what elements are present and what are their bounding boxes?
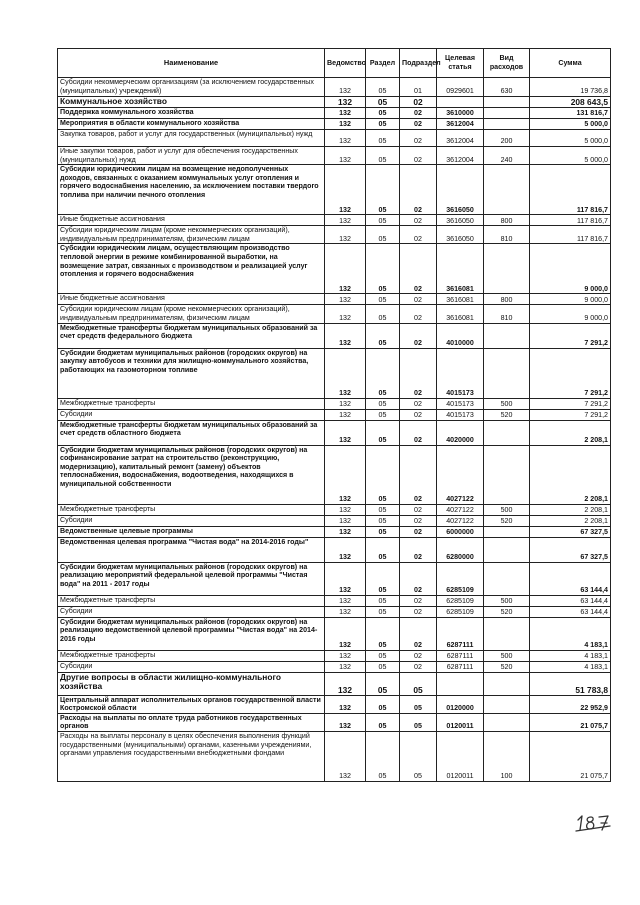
row-subsection: 02 [400,348,437,398]
row-target: 6287111 [437,650,484,661]
row-name: Коммунальное хозяйство [58,97,325,108]
row-ministry: 132 [325,108,366,119]
row-sum: 51 783,8 [530,672,611,695]
row-sum: 2 208,1 [530,504,611,515]
row-ministry: 132 [325,595,366,606]
table-row [58,119,611,130]
row-ministry: 132 [325,713,366,731]
row-target: 0929601 [437,78,484,97]
row-subsection: 02 [400,526,437,537]
row-subsection: 02 [400,606,437,617]
row-ministry: 132 [325,650,366,661]
row-section: 05 [366,130,400,147]
row-target: 4027122 [437,445,484,504]
row-subsection: 02 [400,409,437,420]
row-target: 6285109 [437,595,484,606]
row-subsection: 02 [400,595,437,606]
table-row [58,147,611,165]
row-section: 05 [366,244,400,294]
row-exptype [484,244,530,294]
row-name: Субсидии бюджетам муниципальных районов (городских округов) на закупку автобусов и техники для жилищно-коммунального хозяйства, работающих на газомоторном топливе [58,348,325,398]
row-section: 05 [366,108,400,119]
row-sum: 63 144,4 [530,606,611,617]
row-target: 6000000 [437,526,484,537]
table-row [58,226,611,244]
row-exptype [484,537,530,562]
row-ministry: 132 [325,695,366,713]
row-ministry: 132 [325,562,366,595]
budget-table [57,48,611,782]
table-row [58,731,611,781]
row-ministry: 132 [325,515,366,526]
row-name: Субсидии [58,606,325,617]
row-section: 05 [366,515,400,526]
row-section: 05 [366,409,400,420]
row-sum: 117 816,7 [530,165,611,215]
row-subsection: 05 [400,672,437,695]
row-section: 05 [366,562,400,595]
row-name: Межбюджетные трансферты бюджетам муниципальных образований за счет средств федерального бюджета [58,323,325,348]
row-sum: 7 291,2 [530,398,611,409]
row-sum: 5 000,0 [530,130,611,147]
table-row [58,562,611,595]
row-name: Иные бюджетные ассигнования [58,294,325,305]
row-section: 05 [366,147,400,165]
table-row [58,215,611,226]
row-ministry: 132 [325,305,366,323]
row-subsection: 02 [400,215,437,226]
row-ministry: 132 [325,323,366,348]
row-exptype [484,562,530,595]
row-subsection: 02 [400,305,437,323]
row-name: Мероприятия в области коммунального хозяйства [58,119,325,130]
row-sum: 117 816,7 [530,215,611,226]
table-row [58,305,611,323]
table-row [58,409,611,420]
row-exptype [484,526,530,537]
row-exptype [484,672,530,695]
row-exptype: 200 [484,130,530,147]
row-name: Субсидии бюджетам муниципальных районов (городских округов) на софинансирование затрат на строительство (реконструкцию, модернизацию), капитальный ремонт (замену) объектов теплоснабжения, водоснабжения, водоотведения, находящихся в муниципальной собственности [58,445,325,504]
table-row [58,695,611,713]
row-sum: 9 000,0 [530,244,611,294]
row-exptype: 500 [484,504,530,515]
row-exptype: 810 [484,305,530,323]
table-row [58,672,611,695]
row-exptype [484,323,530,348]
row-sum: 5 000,0 [530,147,611,165]
row-subsection: 02 [400,130,437,147]
row-name: Субсидии юридическим лицам (кроме некоммерческих организаций), индивидуальным предпринимателям, физическим лицам [58,305,325,323]
row-subsection: 02 [400,445,437,504]
row-exptype: 800 [484,215,530,226]
row-name: Ведомственная целевая программа "Чистая вода" на 2014-2016 годы" [58,537,325,562]
row-sum: 117 816,7 [530,226,611,244]
header-sum: Сумма [530,49,611,78]
table-row [58,537,611,562]
row-subsection: 02 [400,147,437,165]
row-target: 3616081 [437,244,484,294]
row-subsection: 02 [400,617,437,650]
table-row [58,526,611,537]
row-sum: 4 183,1 [530,650,611,661]
row-sum: 4 183,1 [530,661,611,672]
row-section: 05 [366,97,400,108]
row-section: 05 [366,526,400,537]
row-target: 6287111 [437,617,484,650]
row-name: Субсидии бюджетам муниципальных районов (городских округов) на реализацию ведомственной целевой программы "Чистая вода" на 2014-2016 годы [58,617,325,650]
row-subsection: 02 [400,562,437,595]
table-row [58,713,611,731]
row-target: 4020000 [437,420,484,445]
row-name: Межбюджетные трансферты [58,650,325,661]
row-ministry: 132 [325,731,366,781]
row-exptype [484,348,530,398]
row-ministry: 132 [325,398,366,409]
row-subsection: 02 [400,515,437,526]
row-ministry: 132 [325,409,366,420]
row-sum: 9 000,0 [530,305,611,323]
table-row [58,165,611,215]
row-target: 0120011 [437,731,484,781]
row-sum: 7 291,2 [530,348,611,398]
row-subsection: 02 [400,97,437,108]
row-ministry: 132 [325,78,366,97]
row-exptype: 520 [484,661,530,672]
row-target [437,97,484,108]
table-row [58,420,611,445]
row-name: Расходы на выплаты персоналу в целях обеспечения выполнения функций государственными (муниципальными) органами, казенными учреждениями, органами управления государственными внебюджетными фондами [58,731,325,781]
row-target: 4010000 [437,323,484,348]
row-exptype: 240 [484,147,530,165]
row-sum: 67 327,5 [530,537,611,562]
row-section: 05 [366,226,400,244]
row-target: 0120011 [437,713,484,731]
row-name: Расходы на выплаты по оплате труда работников государственных органов [58,713,325,731]
row-subsection: 02 [400,420,437,445]
row-target: 3616050 [437,226,484,244]
table-row [58,244,611,294]
row-name: Субсидии бюджетам муниципальных районов (городских округов) на реализацию мероприятий федеральной целевой программы "Чистая вода" на 2011 - 2017 годы [58,562,325,595]
row-target: 3616081 [437,305,484,323]
row-sum: 208 643,5 [530,97,611,108]
row-ministry: 132 [325,445,366,504]
row-sum: 21 075,7 [530,713,611,731]
row-sum: 63 144,4 [530,595,611,606]
row-subsection: 02 [400,537,437,562]
row-ministry: 132 [325,294,366,305]
row-section: 05 [366,215,400,226]
row-target: 3612004 [437,119,484,130]
row-target: 4015173 [437,398,484,409]
row-section: 05 [366,537,400,562]
row-ministry: 132 [325,130,366,147]
row-exptype [484,97,530,108]
row-exptype [484,165,530,215]
header-subsection: Подраздел [400,49,437,78]
row-section: 05 [366,420,400,445]
row-target: 4027122 [437,515,484,526]
table-row [58,97,611,108]
row-section: 05 [366,119,400,130]
table-row [58,661,611,672]
row-ministry: 132 [325,504,366,515]
table-row [58,398,611,409]
row-name: Межбюджетные трансферты бюджетам муниципальных образований за счет средств областного бюджета [58,420,325,445]
row-subsection: 02 [400,226,437,244]
header-name: Наименование [58,49,325,78]
row-subsection: 02 [400,661,437,672]
row-target: 4015173 [437,409,484,420]
row-subsection: 02 [400,294,437,305]
row-subsection: 02 [400,244,437,294]
row-exptype: 500 [484,398,530,409]
row-name: Поддержка коммунального хозяйства [58,108,325,119]
row-section: 05 [366,78,400,97]
row-exptype: 520 [484,409,530,420]
table-row [58,78,611,97]
row-section: 05 [366,294,400,305]
row-exptype [484,108,530,119]
row-subsection: 05 [400,731,437,781]
row-section: 05 [366,323,400,348]
row-sum: 21 075,7 [530,731,611,781]
row-sum: 2 208,1 [530,420,611,445]
row-target: 3616081 [437,294,484,305]
table-body [58,78,611,782]
row-ministry: 132 [325,97,366,108]
row-target: 0120000 [437,695,484,713]
row-ministry: 132 [325,348,366,398]
row-name: Закупка товаров, работ и услуг для государственных (муниципальных) нужд [58,130,325,147]
row-section: 05 [366,672,400,695]
row-exptype: 500 [484,650,530,661]
row-ministry: 132 [325,537,366,562]
row-exptype [484,445,530,504]
row-section: 05 [366,348,400,398]
header-ministry: Ведомство [325,49,366,78]
row-subsection: 05 [400,695,437,713]
row-sum: 5 000,0 [530,119,611,130]
row-section: 05 [366,695,400,713]
row-name: Центральный аппарат исполнительных органов государственной власти Костромской области [58,695,325,713]
row-exptype: 520 [484,606,530,617]
row-sum: 19 736,8 [530,78,611,97]
row-sum: 7 291,2 [530,323,611,348]
row-section: 05 [366,445,400,504]
row-sum: 2 208,1 [530,445,611,504]
table-row [58,294,611,305]
row-subsection: 05 [400,713,437,731]
row-name: Иные бюджетные ассигнования [58,215,325,226]
row-subsection: 02 [400,504,437,515]
row-section: 05 [366,398,400,409]
row-sum: 2 208,1 [530,515,611,526]
row-ministry: 132 [325,147,366,165]
row-section: 05 [366,661,400,672]
row-section: 05 [366,305,400,323]
row-name: Субсидии юридическим лицам на возмещение недополученных доходов, связанных с оказанием коммунальных услуг отопления и горячего водоснабжения населению, за исключением поставки твердого топлива при наличии печного отопления [58,165,325,215]
row-subsection: 02 [400,323,437,348]
table-row [58,595,611,606]
row-name: Другие вопросы в области жилищно-коммунального хозяйства [58,672,325,695]
row-target: 4027122 [437,504,484,515]
row-ministry: 132 [325,661,366,672]
row-target: 6285109 [437,606,484,617]
row-ministry: 132 [325,672,366,695]
row-exptype [484,119,530,130]
row-exptype: 630 [484,78,530,97]
row-ministry: 132 [325,244,366,294]
row-target: 4015173 [437,348,484,398]
row-ministry: 132 [325,606,366,617]
row-sum: 7 291,2 [530,409,611,420]
row-section: 05 [366,617,400,650]
handwritten-page-number [574,810,614,832]
row-ministry: 132 [325,420,366,445]
row-subsection: 02 [400,119,437,130]
row-name: Субсидии [58,661,325,672]
table-row [58,445,611,504]
row-exptype: 800 [484,294,530,305]
row-name: Субсидии юридическим лицам (кроме некоммерческих организаций), индивидуальным предпринимателям, физическим лицам [58,226,325,244]
row-subsection: 02 [400,108,437,119]
table-row [58,323,611,348]
table-row [58,617,611,650]
row-section: 05 [366,595,400,606]
table-header-row [58,49,611,78]
row-ministry: 132 [325,215,366,226]
table-row [58,504,611,515]
row-name: Субсидии [58,409,325,420]
table-row [58,515,611,526]
row-section: 05 [366,650,400,661]
row-section: 05 [366,504,400,515]
row-exptype: 100 [484,731,530,781]
row-ministry: 132 [325,119,366,130]
row-ministry: 132 [325,617,366,650]
row-subsection: 02 [400,165,437,215]
row-sum: 63 144,4 [530,562,611,595]
header-section: Раздел [366,49,400,78]
row-section: 05 [366,606,400,617]
row-exptype: 520 [484,515,530,526]
header-target: Целевая статья [437,49,484,78]
row-name: Ведомственные целевые программы [58,526,325,537]
row-ministry: 132 [325,165,366,215]
row-name: Субсидии некоммерческим организациям (за исключением государственных (муниципальных) учреждений) [58,78,325,97]
row-subsection: 01 [400,78,437,97]
row-target [437,672,484,695]
table-row [58,348,611,398]
row-ministry: 132 [325,226,366,244]
table-row [58,108,611,119]
row-subsection: 02 [400,650,437,661]
row-target: 3612004 [437,147,484,165]
row-target: 3612004 [437,130,484,147]
row-subsection: 02 [400,398,437,409]
header-exptype: Вид расходов [484,49,530,78]
table-row [58,650,611,661]
row-target: 3616050 [437,215,484,226]
table-row [58,130,611,147]
row-name: Межбюджетные трансферты [58,595,325,606]
row-target: 6280000 [437,537,484,562]
row-name: Субсидии юридическим лицам, осуществляющим производство тепловой энергии в режиме комбинированной выработки, на возмещение затрат, связанных с производством и реализацией услуг отопления и горячего водоснабжения [58,244,325,294]
row-name: Иные закупки товаров, работ и услуг для обеспечения государственных (муниципальных) нужд [58,147,325,165]
row-sum: 4 183,1 [530,617,611,650]
row-exptype [484,617,530,650]
row-exptype [484,695,530,713]
row-exptype [484,713,530,731]
row-ministry: 132 [325,526,366,537]
row-name: Межбюджетные трансферты [58,504,325,515]
row-target: 3610000 [437,108,484,119]
row-section: 05 [366,713,400,731]
row-exptype: 500 [484,595,530,606]
row-section: 05 [366,731,400,781]
row-sum: 131 816,7 [530,108,611,119]
row-target: 6287111 [437,661,484,672]
row-exptype [484,420,530,445]
row-sum: 9 000,0 [530,294,611,305]
row-section: 05 [366,165,400,215]
row-target: 3616050 [437,165,484,215]
row-sum: 22 952,9 [530,695,611,713]
row-name: Межбюджетные трансферты [58,398,325,409]
row-exptype: 810 [484,226,530,244]
row-name: Субсидии [58,515,325,526]
row-target: 6285109 [437,562,484,595]
row-sum: 67 327,5 [530,526,611,537]
table-row [58,606,611,617]
